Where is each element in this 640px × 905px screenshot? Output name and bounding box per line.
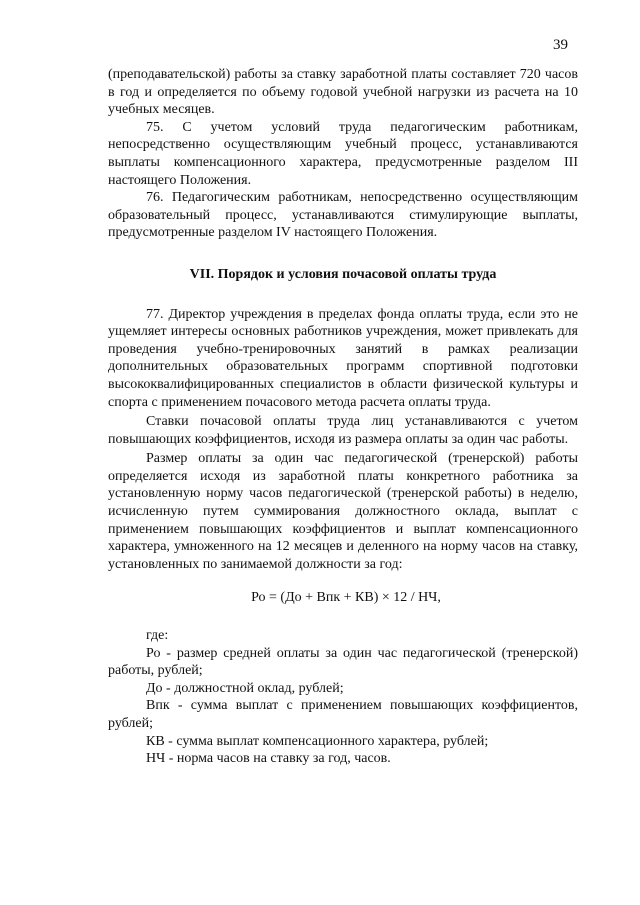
document-body: [108, 66, 578, 768]
paragraph-continuation: (преподавательской) работы за ставку заработной платы составляет 720 часов в год и определяется по объему годовой учебной нагрузки из расчета на 10 учебных месяцев.: [108, 67, 578, 118]
paragraph-77: 77. Директор учреждения в пределах фонда оплаты труда, если это не ущемляет интересы основных работников учреждения, может привлекать для проведения учебно-тренировочных занятий в рамках реализации дополнительных образовательных программ спортивной подготовки высококвалифицированных специалистов в области физической культуры и спорта с применением почасового метода расчета оплаты труда.: [108, 306, 578, 410]
definition-do: До - должностной оклад, рублей;: [146, 680, 344, 696]
definition-nch: НЧ - норма часов на ставку за год, часов.: [146, 751, 391, 767]
definition-ro: Ро - размер средней оплаты за один час педагогической (тренерской) работы, рублей;: [108, 645, 578, 679]
paragraph-75: 75. С учетом условий труда педагогическим работникам, непосредственно осуществляющим учебный процесс, устанавливаются выплаты компенсационного характера, предусмотренные разделом III настоящего Положения.: [108, 119, 578, 188]
paragraph-rates: Ставки почасовой оплаты труда лиц устанавливаются с учетом повышающих коэффициентов, исходя из размера оплаты за один час работы.: [108, 414, 578, 447]
section-heading: VII. Порядок и условия почасовой оплаты труда: [189, 266, 497, 282]
definition-kv: КВ - сумма выплат компенсационного характера, рублей;: [146, 733, 489, 749]
formula: Ро = (До + Впк + КВ) × 12 / НЧ,: [251, 590, 441, 606]
paragraph-payment-size: Размер оплаты за один час педагогической (тренерской) работы определяется исходя из заработной платы конкретного работника за установленную норму часов педагогической (тренерской работы) в неделю, исчисленную путем суммирования должностного оклада, выплат с применением повышающих коэффициентов и выплат компенсационного характера, умноженного на 12 месяцев и деленного на норму часов на ставку, установленных по занимаемой должности за год:: [108, 451, 578, 572]
where-label: где:: [146, 628, 169, 644]
paragraph-76: 76. Педагогическим работникам, непосредственно осуществляющим образовательный процесс, устанавливаются стимулирующие выплаты, предусмотренные разделом IV настоящего Положения.: [108, 190, 578, 241]
definition-vpk: Впк - сумма выплат с применением повышающих коэффициентов, рублей;: [108, 698, 578, 731]
page-number: 39: [553, 37, 568, 53]
